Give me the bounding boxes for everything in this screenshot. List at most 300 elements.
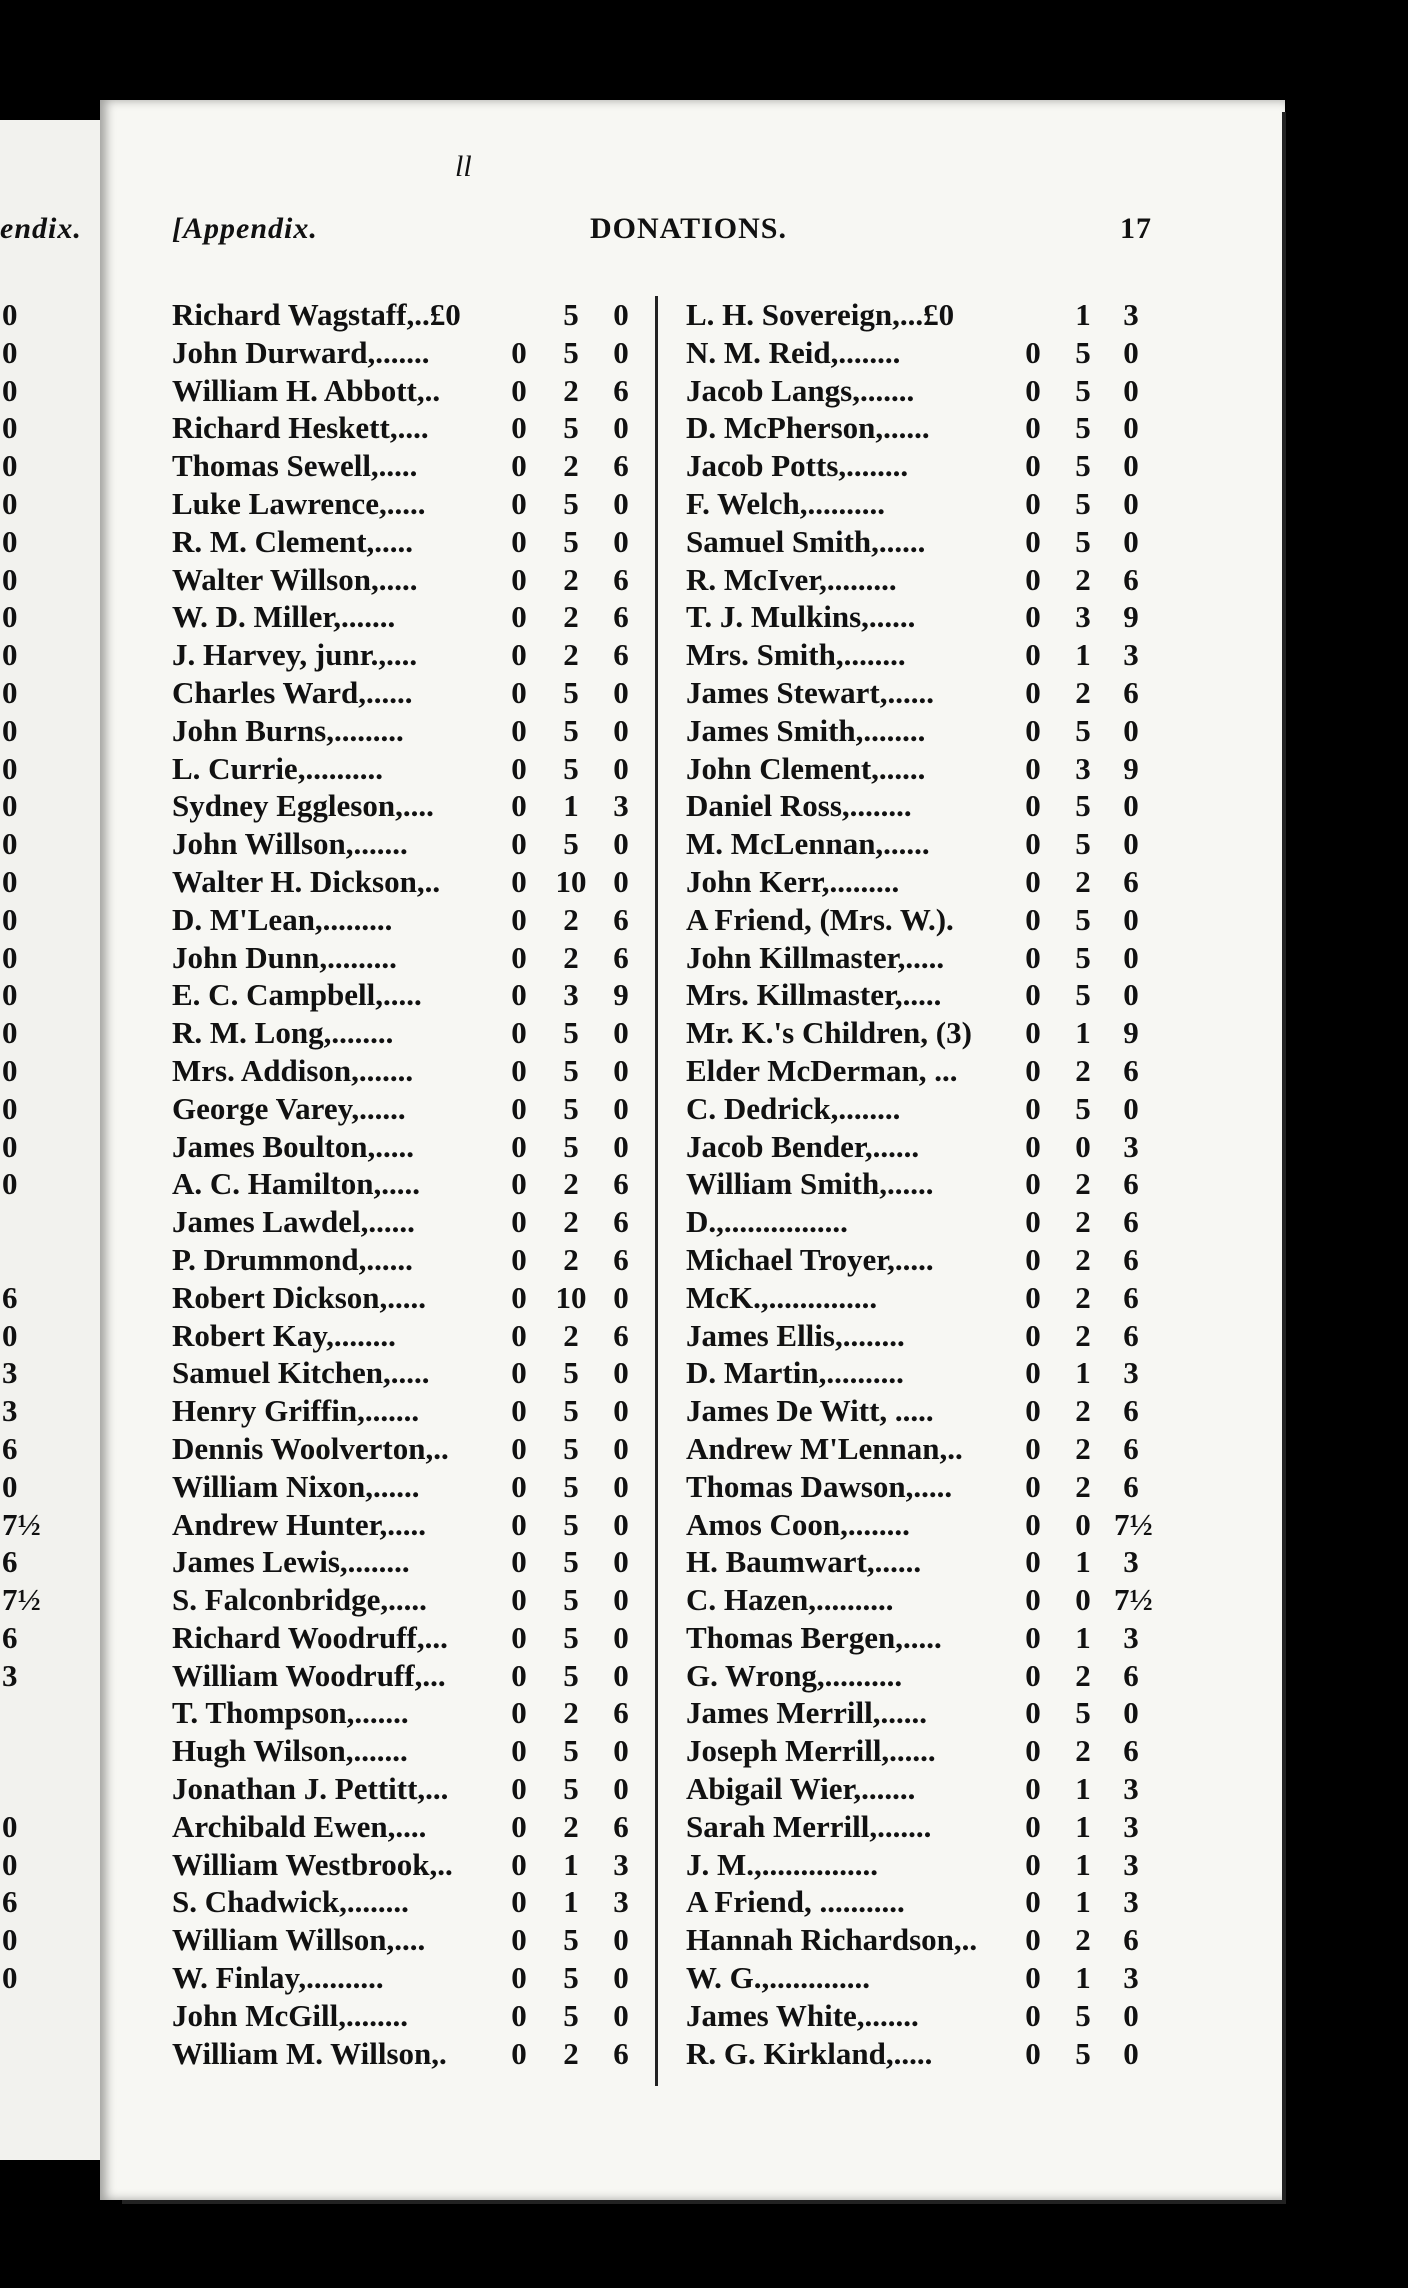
donation-row: [172, 939, 650, 977]
pounds-value: 0: [511, 1241, 527, 1277]
shillings-value: 5: [563, 1922, 579, 1958]
pounds-value: 0: [1025, 1166, 1041, 1202]
pence-value: 0: [613, 1468, 629, 1504]
pounds-value: 0: [511, 637, 527, 673]
margin-digit: 0: [2, 1128, 18, 1164]
donor-name: J. Harvey, junr.,....: [172, 637, 418, 673]
margin-digit: 0: [2, 599, 18, 635]
donor-name: Abigail Wier,.......: [686, 1771, 916, 1807]
pence-value: 6: [613, 637, 629, 673]
margin-digit: 0: [2, 826, 18, 862]
donor-name: R. M. Long,........: [172, 1015, 394, 1051]
pounds-value: 0: [511, 712, 527, 748]
pence-value: 6: [1123, 1241, 1139, 1277]
pence-value: 0: [1123, 523, 1139, 559]
pounds-value: 0: [511, 901, 527, 937]
donation-row: [686, 1203, 1156, 1241]
pounds-value: 0: [1025, 1506, 1041, 1542]
donation-row: [686, 1959, 1156, 1997]
shillings-value: 10: [555, 863, 587, 899]
donor-name: William Nixon,......: [172, 1468, 420, 1504]
donation-row: [172, 1052, 650, 1090]
shillings-value: 5: [563, 712, 579, 748]
shillings-value: 2: [1075, 1241, 1091, 1277]
margin-digit: 0: [2, 750, 18, 786]
pounds-value: 0: [511, 826, 527, 862]
donor-name: P. Drummond,......: [172, 1241, 413, 1277]
donation-row: [172, 561, 650, 599]
donation-row: [172, 372, 650, 410]
donation-row: [686, 1581, 1156, 1619]
donor-name: William Westbrook,..: [172, 1846, 453, 1882]
margin-digit: 0: [2, 1468, 18, 1504]
margin-digit: 6: [2, 1430, 18, 1466]
margin-digit: 0: [2, 485, 18, 521]
donation-row: [172, 296, 650, 334]
pounds-value: 0: [511, 1582, 527, 1618]
donation-row: [686, 1354, 1156, 1392]
shillings-value: 1: [1075, 1355, 1091, 1391]
shillings-value: 5: [563, 674, 579, 710]
donation-row: [172, 825, 650, 863]
pence-value: 0: [1123, 977, 1139, 1013]
pounds-value: 0: [1025, 1695, 1041, 1731]
pence-value: 3: [1123, 1771, 1139, 1807]
pounds-value: 0: [511, 1052, 527, 1088]
pounds-value: 0: [511, 1657, 527, 1693]
donation-row: [172, 1770, 650, 1808]
donation-row: [686, 1128, 1156, 1166]
pounds-value: 0: [1025, 750, 1041, 786]
pounds-value: 0: [1025, 1544, 1041, 1580]
donor-name: William Smith,......: [686, 1166, 934, 1202]
shillings-value: 5: [563, 826, 579, 862]
shillings-value: 0: [1075, 1582, 1091, 1618]
shillings-value: 1: [1075, 1846, 1091, 1882]
pounds-value: 0: [511, 448, 527, 484]
pounds-value: 0: [1025, 334, 1041, 370]
donation-row: [686, 1052, 1156, 1090]
pounds-value: 0: [511, 1922, 527, 1958]
donor-name: Jacob Potts,........: [686, 448, 909, 484]
donor-name: John Kerr,.........: [686, 863, 900, 899]
donor-name: Samuel Kitchen,.....: [172, 1355, 430, 1391]
donor-name: Mrs. Addison,.......: [172, 1052, 414, 1088]
shillings-value: 5: [563, 1430, 579, 1466]
pence-value: 6: [1123, 1657, 1139, 1693]
pence-value: 0: [1123, 485, 1139, 521]
pounds-value: 0: [511, 1430, 527, 1466]
donation-row: [172, 1694, 650, 1732]
pence-value: 6: [1123, 1733, 1139, 1769]
donor-name: John Willson,.......: [172, 826, 408, 862]
pounds-value: 0: [1025, 1846, 1041, 1882]
pounds-value: 0: [1025, 1808, 1041, 1844]
donation-row: [686, 296, 1156, 334]
margin-digit: 0: [2, 523, 18, 559]
donor-name: M. McLennan,......: [686, 826, 930, 862]
pence-value: 0: [613, 1733, 629, 1769]
pence-value: 0: [613, 410, 629, 446]
shillings-value: 1: [1075, 1960, 1091, 1996]
pounds-value: 0: [511, 1468, 527, 1504]
donor-name: C. Hazen,..........: [686, 1582, 894, 1618]
donation-row: [172, 1808, 650, 1846]
pounds-value: 0: [1025, 674, 1041, 710]
pounds-value: 0: [511, 1695, 527, 1731]
pounds-value: 0: [1025, 1355, 1041, 1391]
pence-value: 0: [613, 826, 629, 862]
margin-digit: 0: [2, 712, 18, 748]
pence-value: 0: [613, 1430, 629, 1466]
pence-value: 0: [1123, 939, 1139, 975]
pounds-value: 0: [1025, 1128, 1041, 1164]
pounds-value: 0: [511, 1015, 527, 1051]
donation-row: [686, 787, 1156, 825]
donation-row: [686, 712, 1156, 750]
pence-value: 6: [1123, 1166, 1139, 1202]
shillings-value: 2: [563, 1808, 579, 1844]
shillings-value: 2: [563, 901, 579, 937]
donation-row: [686, 1392, 1156, 1430]
margin-digit: 0: [2, 334, 18, 370]
donation-row: [172, 1846, 650, 1884]
shillings-value: 5: [563, 1582, 579, 1618]
pence-value: 6: [1123, 1279, 1139, 1315]
shillings-value: 5: [1075, 788, 1091, 824]
donation-row: [172, 1014, 650, 1052]
shillings-value: 5: [563, 410, 579, 446]
pounds-value: 0: [511, 788, 527, 824]
donor-name: Archibald Ewen,....: [172, 1808, 427, 1844]
donation-row: [172, 523, 650, 561]
donation-row: [686, 1619, 1156, 1657]
donation-row: [686, 863, 1156, 901]
pence-value: 0: [613, 1052, 629, 1088]
pounds-value: 0: [511, 1544, 527, 1580]
donation-row: [686, 1846, 1156, 1884]
pence-value: 0: [1123, 2035, 1139, 2071]
shillings-value: 5: [563, 1355, 579, 1391]
donor-name: Amos Coon,........: [686, 1506, 910, 1542]
shillings-value: 5: [563, 1128, 579, 1164]
donation-row: [172, 636, 650, 674]
donation-row: [686, 976, 1156, 1014]
shillings-value: 5: [1075, 1695, 1091, 1731]
pence-value: 0: [613, 523, 629, 559]
donor-name: James Boulton,.....: [172, 1128, 414, 1164]
donation-row: [172, 901, 650, 939]
pounds-value: 0: [511, 977, 527, 1013]
pence-value: 3: [1123, 297, 1139, 332]
donation-row: [172, 598, 650, 636]
pounds-value: 0: [511, 1355, 527, 1391]
pence-value: 0: [613, 1128, 629, 1164]
donor-name: Luke Lawrence,.....: [172, 485, 426, 521]
margin-digit: 0: [2, 561, 18, 597]
pounds-value: 0: [511, 1733, 527, 1769]
shillings-value: 2: [1075, 1393, 1091, 1429]
margin-digit: 3: [2, 1355, 18, 1391]
shillings-value: 2: [563, 599, 579, 635]
pence-value: 6: [1123, 1922, 1139, 1958]
pounds-value: 0: [1025, 448, 1041, 484]
pence-value: 3: [1123, 1128, 1139, 1164]
shillings-value: 2: [563, 1317, 579, 1353]
pounds-value: 0: [511, 1619, 527, 1655]
shillings-value: 5: [563, 750, 579, 786]
shillings-value: 5: [1075, 712, 1091, 748]
pence-value: 6: [613, 599, 629, 635]
margin-digit: [2, 1732, 62, 1770]
shillings-value: 2: [563, 939, 579, 975]
shillings-value: 2: [563, 637, 579, 673]
shillings-value: 2: [1075, 561, 1091, 597]
margin-digit: 0: [2, 901, 18, 937]
shillings-value: 2: [563, 2035, 579, 2071]
donor-name: Robert Dickson,.....: [172, 1279, 427, 1315]
donation-row: [172, 1543, 650, 1581]
pence-value: 0: [613, 1393, 629, 1429]
margin-digit: 0: [2, 1846, 18, 1882]
margin-digit: 7½: [2, 1506, 41, 1542]
pence-value: 0: [1123, 1090, 1139, 1126]
pence-value: 0: [613, 1619, 629, 1655]
pounds-value: 0: [511, 1884, 527, 1920]
shillings-value: 5: [1075, 485, 1091, 521]
donor-name: Samuel Smith,......: [686, 523, 926, 559]
donor-name: J. M.,...............: [686, 1846, 879, 1882]
margin-digit: 0: [2, 939, 18, 975]
donor-name: James Smith,........: [686, 712, 926, 748]
pounds-value: 0: [1025, 1241, 1041, 1277]
shillings-value: 1: [563, 1884, 579, 1920]
pounds-value: 0: [1025, 1997, 1041, 2033]
shillings-value: 1: [1075, 637, 1091, 673]
shillings-value: 5: [1075, 448, 1091, 484]
donor-name: Robert Kay,........: [172, 1317, 396, 1353]
donor-name: John Burns,.........: [172, 712, 404, 748]
donation-row: [686, 750, 1156, 788]
pence-value: 0: [613, 1015, 629, 1051]
shillings-value: 5: [563, 1544, 579, 1580]
pence-value: 9: [1123, 599, 1139, 635]
pounds-value: 0: [1025, 712, 1041, 748]
pence-value: 3: [613, 1846, 629, 1882]
shillings-value: 2: [1075, 1166, 1091, 1202]
shillings-value: 2: [563, 1695, 579, 1731]
pounds-value: 0: [511, 561, 527, 597]
shillings-value: 2: [1075, 1922, 1091, 1958]
donor-name: Michael Troyer,.....: [686, 1241, 934, 1277]
donation-row: [686, 334, 1156, 372]
shillings-value: 5: [563, 334, 579, 370]
donor-name: Hannah Richardson,..: [686, 1922, 978, 1958]
donor-name: L. H. Sovereign,...£0: [686, 297, 955, 332]
pounds-value: 0: [511, 939, 527, 975]
shillings-value: 5: [563, 1506, 579, 1542]
donor-name: S. Chadwick,........: [172, 1884, 409, 1920]
page-title: DONATIONS.: [590, 212, 787, 245]
donor-name: H. Baumwart,......: [686, 1544, 922, 1580]
shillings-value: 1: [1075, 297, 1091, 332]
donation-row: [172, 787, 650, 825]
page-mark: ll: [455, 150, 472, 183]
pounds-value: 0: [511, 1846, 527, 1882]
donor-name: James Lawdel,......: [172, 1204, 415, 1240]
donation-row: [172, 1581, 650, 1619]
donation-row: [172, 1317, 650, 1355]
pence-value: 0: [613, 1771, 629, 1807]
donation-row: [172, 485, 650, 523]
pounds-value: 0: [1025, 939, 1041, 975]
donor-name: N. M. Reid,........: [686, 334, 901, 370]
pounds-value: 0: [1025, 1430, 1041, 1466]
pounds-value: 0: [511, 1279, 527, 1315]
pounds-value: 0: [511, 599, 527, 635]
margin-digit: 3: [2, 1393, 18, 1429]
pence-value: 0: [613, 1997, 629, 2033]
donation-row: [686, 409, 1156, 447]
donor-name: Mrs. Smith,........: [686, 637, 906, 673]
donations-right-column: [686, 296, 1156, 2072]
pence-value: 6: [613, 1204, 629, 1240]
margin-digit: 0: [2, 637, 18, 673]
margin-digit: 0: [2, 674, 18, 710]
donor-name: Andrew Hunter,.....: [172, 1506, 427, 1542]
shillings-value: 5: [1075, 1997, 1091, 2033]
pence-value: 0: [613, 1657, 629, 1693]
margin-digit: 0: [2, 1922, 18, 1958]
pounds-value: 0: [1025, 1771, 1041, 1807]
pence-value: 6: [613, 939, 629, 975]
pence-value: 7½: [1114, 1506, 1153, 1542]
donation-row: [686, 1241, 1156, 1279]
shillings-value: 2: [563, 372, 579, 408]
donor-name: Daniel Ross,........: [686, 788, 912, 824]
pence-value: 0: [613, 297, 629, 332]
donation-row: [686, 636, 1156, 674]
donor-name: Hugh Wilson,.......: [172, 1733, 408, 1769]
donation-row: [172, 1279, 650, 1317]
donor-name: James Stewart,......: [686, 674, 934, 710]
pence-value: 7½: [1114, 1582, 1153, 1618]
pounds-value: 0: [1025, 1393, 1041, 1429]
donor-name: R. G. Kirkland,.....: [686, 2035, 933, 2071]
pence-value: 3: [1123, 1355, 1139, 1391]
shillings-value: 2: [1075, 1657, 1091, 1693]
pounds-value: 0: [1025, 1204, 1041, 1240]
margin-digit: 0: [2, 1015, 18, 1051]
donor-name: T. J. Mulkins,......: [686, 599, 916, 635]
donation-row: [172, 712, 650, 750]
pounds-value: 0: [511, 750, 527, 786]
margin-digit: [2, 1694, 62, 1732]
pence-value: 6: [613, 901, 629, 937]
donation-row: [686, 825, 1156, 863]
donor-name: D. M'Lean,.........: [172, 901, 393, 937]
donation-row: [172, 447, 650, 485]
pounds-value: 0: [1025, 1052, 1041, 1088]
donor-name: James De Witt, .....: [686, 1393, 934, 1429]
pence-value: 6: [1123, 1393, 1139, 1429]
shillings-value: 5: [563, 1052, 579, 1088]
pence-value: 6: [1123, 1052, 1139, 1088]
margin-digit: 7½: [2, 1582, 41, 1618]
donation-row: [686, 1694, 1156, 1732]
donation-row: [172, 2035, 650, 2073]
pence-value: 6: [613, 1808, 629, 1844]
pounds-value: 0: [1025, 1619, 1041, 1655]
pounds-value: 0: [511, 1128, 527, 1164]
donor-name: A Friend, ...........: [686, 1884, 905, 1920]
pence-value: 0: [1123, 372, 1139, 408]
shillings-value: 5: [563, 1468, 579, 1504]
pence-value: 0: [613, 1544, 629, 1580]
shillings-value: 3: [563, 977, 579, 1013]
pounds-value: 0: [511, 1204, 527, 1240]
shillings-value: 5: [563, 1657, 579, 1693]
pence-value: 3: [613, 788, 629, 824]
pounds-value: 0: [1025, 1090, 1041, 1126]
donor-name: C. Dedrick,........: [686, 1090, 901, 1126]
shillings-value: 2: [563, 1204, 579, 1240]
pounds-value: 0: [511, 410, 527, 446]
donor-name: Richard Woodruff,...: [172, 1619, 448, 1655]
margin-digit: 0: [2, 1090, 18, 1126]
pounds-value: 0: [511, 1166, 527, 1202]
donor-name: James Merrill,......: [686, 1695, 928, 1731]
page-number: 17: [1120, 212, 1152, 245]
donation-row: [686, 1732, 1156, 1770]
margin-digit: 0: [2, 1166, 18, 1202]
shillings-value: 5: [563, 1090, 579, 1126]
margin-digit: 6: [2, 1544, 18, 1580]
donor-name: Mrs. Killmaster,.....: [686, 977, 942, 1013]
pounds-value: 0: [511, 1506, 527, 1542]
pence-value: 0: [613, 750, 629, 786]
pounds-value: 0: [1025, 1015, 1041, 1051]
pence-value: 6: [613, 561, 629, 597]
pounds-value: 0: [511, 2035, 527, 2071]
donor-name: Jacob Bender,......: [686, 1128, 920, 1164]
shillings-value: 1: [563, 788, 579, 824]
donor-name: W. D. Miller,.......: [172, 599, 396, 635]
shillings-value: 5: [1075, 977, 1091, 1013]
donation-row: [172, 750, 650, 788]
donation-row: [172, 334, 650, 372]
donation-row: [686, 1430, 1156, 1468]
donor-name: E. C. Campbell,.....: [172, 977, 422, 1013]
pounds-value: 0: [511, 863, 527, 899]
pounds-value: 0: [1025, 599, 1041, 635]
margin-digit: 0: [2, 410, 18, 446]
donor-name: A Friend, (Mrs. W.).: [686, 901, 954, 937]
pence-value: 6: [1123, 674, 1139, 710]
pounds-value: 0: [1025, 523, 1041, 559]
pounds-value: 0: [1025, 1279, 1041, 1315]
pounds-value: 0: [1025, 485, 1041, 521]
donor-name: F. Welch,..........: [686, 485, 885, 521]
donor-name: William Woodruff,...: [172, 1657, 446, 1693]
donor-name: Mr. K.'s Children, (3): [686, 1015, 972, 1051]
donations-left-column: [172, 296, 650, 2072]
donation-row: [172, 1241, 650, 1279]
donor-name: Sydney Eggleson,....: [172, 788, 434, 824]
donation-row: [686, 598, 1156, 636]
pounds-value: 0: [1025, 901, 1041, 937]
shillings-value: 2: [563, 448, 579, 484]
